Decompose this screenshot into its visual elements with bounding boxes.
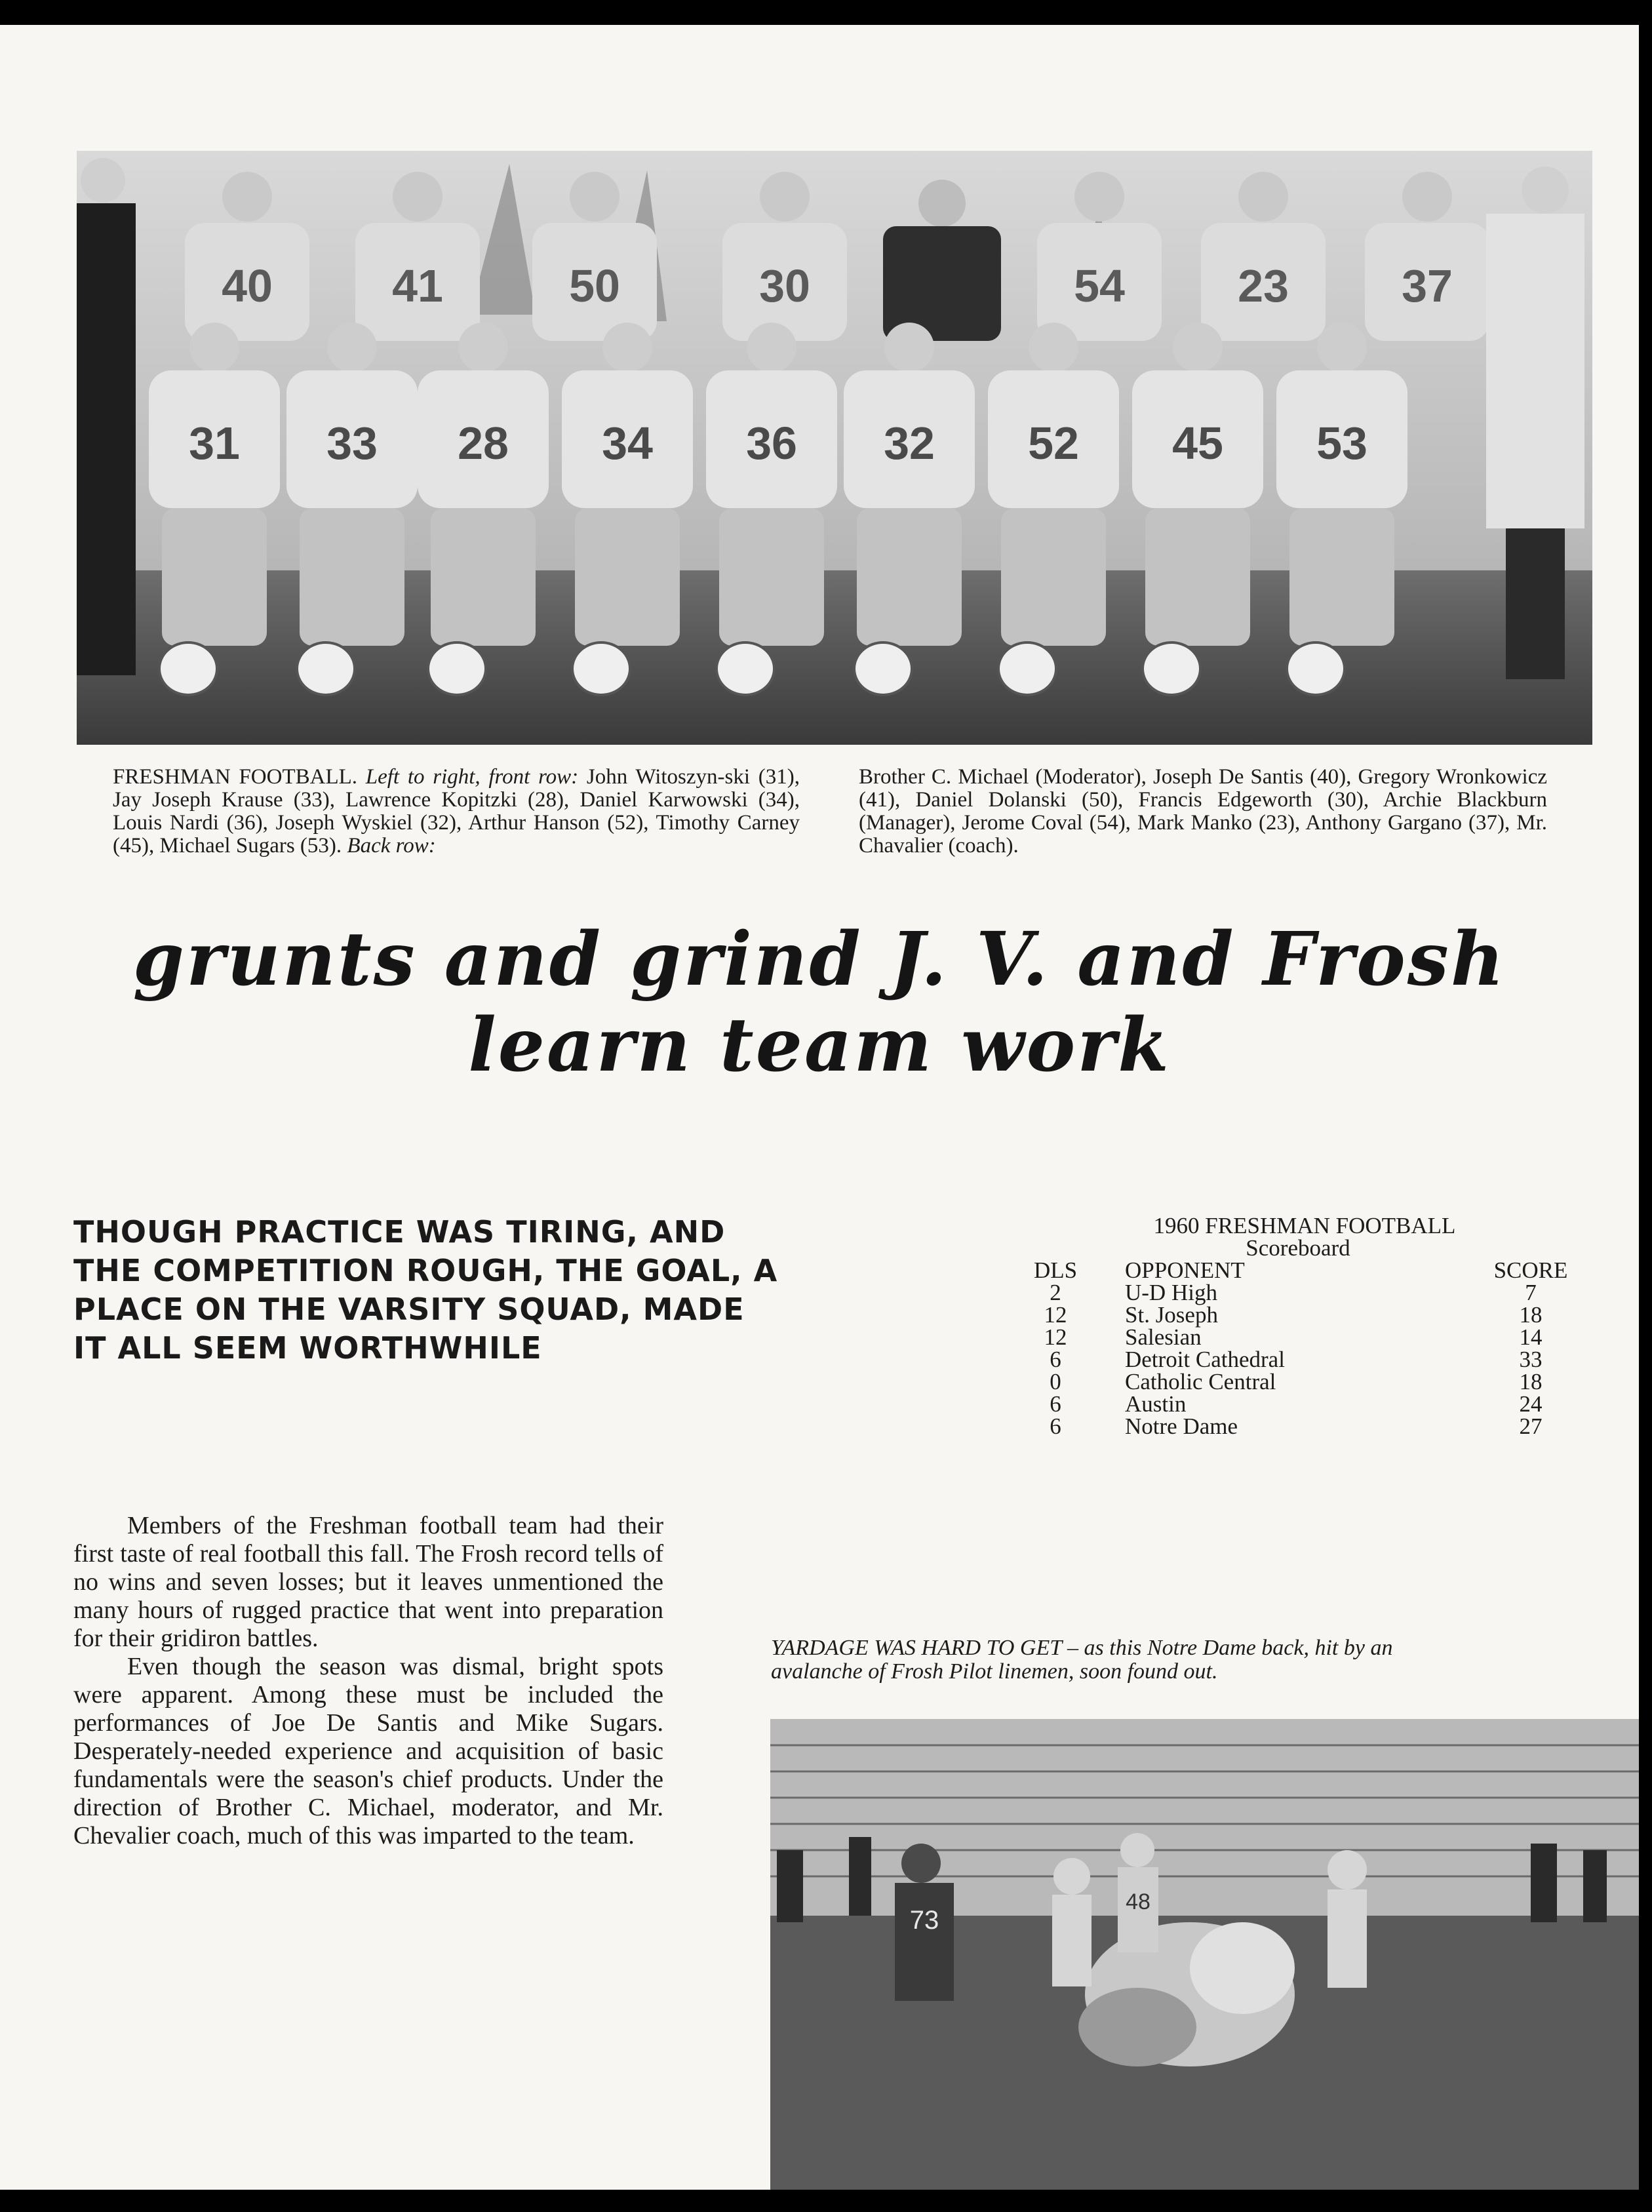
jersey-number: 33 — [326, 418, 378, 469]
dls-score: 6 — [1050, 1347, 1061, 1372]
opponent-name: U-D High — [1125, 1280, 1217, 1305]
player-48 — [1118, 1833, 1158, 1952]
dls-score: 2 — [1050, 1280, 1061, 1305]
table-row — [1010, 1282, 1573, 1304]
jersey-number: 40 — [222, 260, 273, 311]
table-row — [1010, 1393, 1573, 1415]
jersey-number: 37 — [1402, 260, 1453, 311]
jersey-number: 53 — [1316, 418, 1367, 469]
dls-score: 6 — [1050, 1391, 1061, 1417]
opponent-score-cell — [1420, 1393, 1573, 1415]
jersey-number: 30 — [759, 260, 810, 311]
action-caption-lead: YARDAGE WAS HARD TO GET — [771, 1636, 1062, 1660]
opponent-score: 27 — [1519, 1413, 1543, 1439]
jersey-number: 23 — [1238, 260, 1289, 311]
dls-score: 12 — [1044, 1302, 1067, 1328]
action-photo-graphic — [770, 1719, 1639, 2190]
page-headline: grunts and grind J. V. and Frosh learn team work — [132, 917, 1506, 1088]
opponent-score-cell — [1420, 1415, 1573, 1438]
opponent-score-cell — [1420, 1326, 1573, 1349]
scoreboard-table — [1010, 1259, 1573, 1438]
jersey-number: 41 — [392, 260, 443, 311]
opponent-name: Salesian — [1125, 1324, 1202, 1350]
team-photo-caption-left — [113, 766, 800, 858]
action-caption-rest: – as this Notre Dame back, hit by an avalanche of Frosh Pilot linemen, soon found out. — [771, 1636, 1393, 1684]
opponent-name: Austin — [1125, 1391, 1187, 1417]
opponent-score: 24 — [1519, 1391, 1543, 1417]
article-body — [73, 1512, 663, 1850]
opponent-score-cell — [1420, 1304, 1573, 1326]
jersey-number: 45 — [1172, 418, 1223, 469]
table-row — [1010, 1326, 1573, 1349]
opponent-name: St. Joseph — [1125, 1302, 1218, 1328]
dls-score: 12 — [1044, 1324, 1067, 1350]
opponent-score: 18 — [1519, 1369, 1543, 1394]
jersey-number: 28 — [458, 418, 509, 469]
jersey-number: 36 — [746, 418, 797, 469]
action-photo-caption — [771, 1636, 1459, 1684]
jersey-number: 31 — [189, 418, 240, 469]
dls-score: 0 — [1050, 1369, 1061, 1394]
caption-back-row-label: Back row: — [347, 834, 436, 858]
coach-left — [77, 158, 136, 675]
scoreboard — [1010, 1215, 1573, 1438]
table-row — [1010, 1415, 1573, 1438]
section-subhead: THOUGH PRACTICE WAS TIRING, AND THE COMPETITION ROUGH, THE GOAL, A PLACE ON THE VARSITY SQUAD, MADE IT ALL SEEM WORTHWHILE — [73, 1214, 778, 1366]
jersey-number: 34 — [602, 418, 653, 469]
opponent-name: Notre Dame — [1125, 1413, 1238, 1439]
jersey-number: 54 — [1074, 260, 1125, 311]
opponent-name: Detroit Cathedral — [1125, 1347, 1285, 1372]
scoreboard-subtitle: Scoreboard — [1246, 1235, 1350, 1261]
body-paragraph-1: Members of the Freshman football team had their first taste of real football this fall. The Frosh record tells of no wins and seven losses; but it leaves unmentioned the many hours of rugged practice that went into preparation for their gridiron battles. — [73, 1512, 663, 1652]
opponent-score-cell — [1420, 1371, 1573, 1393]
opponent-score: 18 — [1519, 1302, 1543, 1328]
opponent-score: 7 — [1525, 1280, 1537, 1305]
table-row — [1010, 1304, 1573, 1326]
caption-title: FRESHMAN FOOTBALL. — [113, 765, 358, 789]
header-score — [1420, 1259, 1573, 1282]
jersey-number: 52 — [1028, 418, 1079, 469]
opponent-score: 14 — [1519, 1324, 1543, 1350]
body-paragraph-2: Even though the season was dismal, bright spots were apparent. Among these must be included the performances of Joe De Santis and Mike Sugars. Desperately-needed experience and acquisition of basic fundamentals were the season's chief products. Under the direction of Brother C. Michael, moderator, and Mr. Chevalier coach, much of this was imparted to the team. — [73, 1653, 663, 1849]
header-dls: DLS — [1033, 1257, 1078, 1283]
scoreboard-header-row — [1010, 1259, 1573, 1282]
jersey-number-48: 48 — [1126, 1889, 1150, 1914]
team-photo-caption-right — [859, 766, 1547, 858]
dls-score: 6 — [1050, 1413, 1061, 1439]
opponent-score-cell — [1420, 1349, 1573, 1371]
opponent-score-cell — [1420, 1282, 1573, 1304]
opponent-name: Catholic Central — [1125, 1369, 1276, 1394]
header-opponent: OPPONENT — [1125, 1257, 1245, 1283]
table-row — [1010, 1371, 1573, 1393]
caption-front-row-names: John Witoszyn-ski (31), Jay Joseph Krause (33), Lawrence Kopitzki (28), Daniel Karwowski (34), Louis Nardi (36), Joseph Wyskiel (32), Arthur Hanson (52), Timothy Carney (45), Michael Sugars (53). — [113, 765, 800, 858]
caption-back-row-names: Brother C. Michael (Moderator), Joseph De Santis (40), Gregory Wronkowicz (41), Daniel Dolanski (50), Francis Edgeworth (30), Archie Blackburn (Manager), Jerome Coval (54), Mark Manko (23), Anthony Gargano (37), Mr. Chavalier (coach). — [859, 765, 1547, 858]
team-photo — [77, 151, 1592, 745]
team-photo-graphic — [77, 151, 1592, 745]
action-photo — [770, 1719, 1639, 2190]
table-row — [1010, 1349, 1573, 1371]
jersey-number-73: 73 — [909, 1906, 939, 1935]
header-score-label: SCORE — [1493, 1257, 1568, 1283]
front-row-players — [149, 323, 1407, 695]
opponent-score: 33 — [1519, 1347, 1543, 1372]
caption-front-row-label: Left to right, front row: — [365, 765, 579, 789]
yearbook-page — [0, 25, 1639, 2190]
jersey-number: 50 — [569, 260, 620, 311]
scoreboard-title: 1960 FRESHMAN FOOTBALL — [1153, 1213, 1456, 1238]
jersey-number: 32 — [884, 418, 935, 469]
